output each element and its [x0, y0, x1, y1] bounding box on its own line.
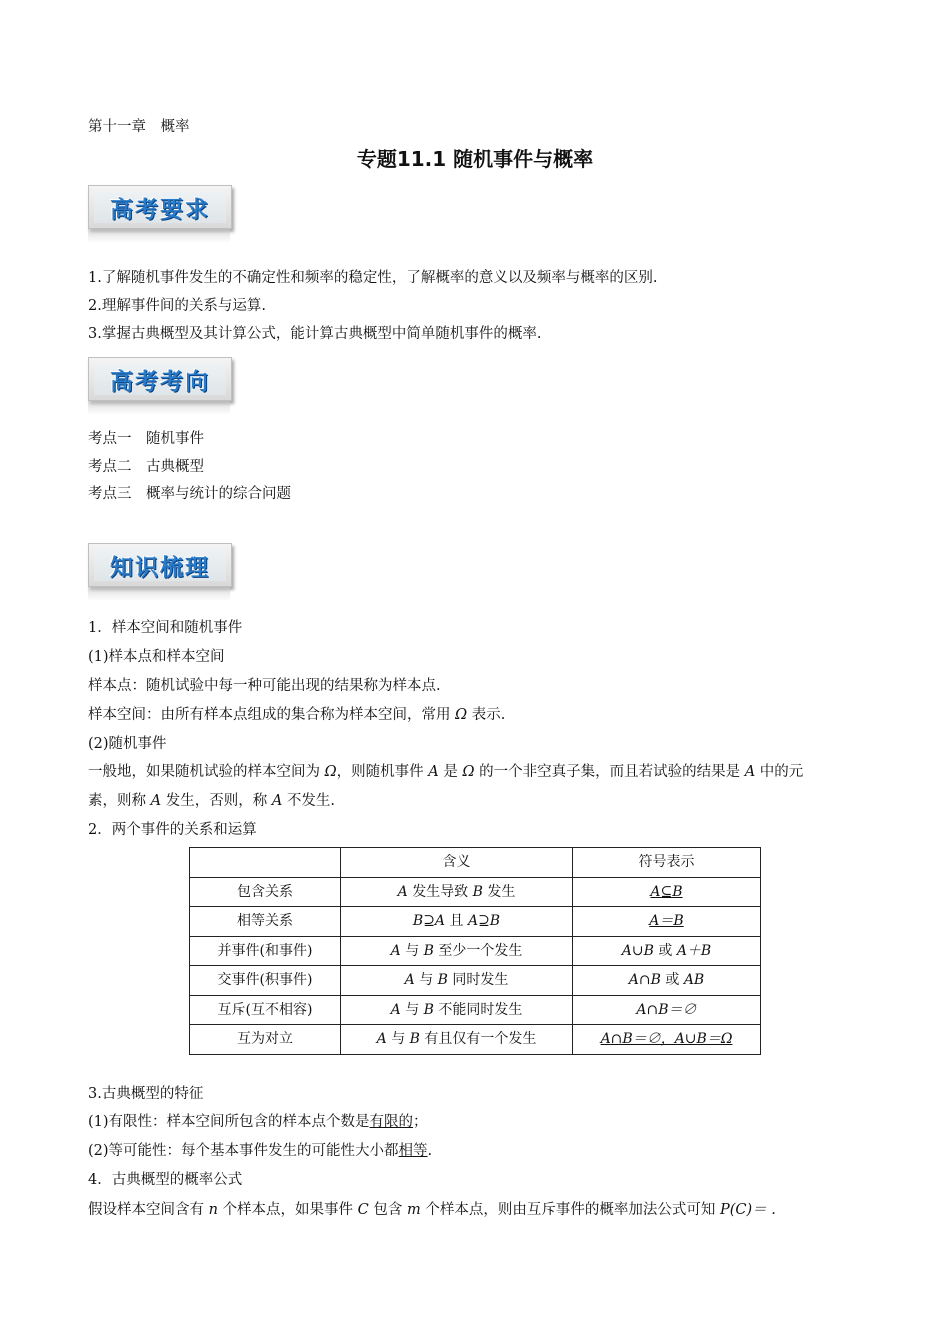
table-header-cell: [190, 848, 341, 878]
table-cell-meaning: A 与 B 有且仅有一个发生: [341, 1025, 573, 1055]
random-event-paragraph: 一般地，如果随机试验的样本空间为 Ω，则随机事件 A 是 Ω 的一个非空真子集，而且若试验的结果是 A 中的元 素，则称 A 发生，否则，称 A 不发生.: [88, 764, 804, 809]
table-cell-symbol: A∩B＝∅: [573, 995, 761, 1025]
section1-sub2: (2)随机事件: [88, 736, 167, 752]
banner-requirements: [88, 185, 232, 245]
table-cell-name: 交事件(积事件): [190, 966, 341, 996]
table-row: [190, 966, 761, 996]
table-cell-symbol: A＝B: [573, 907, 761, 937]
direction-item-1: 考点一 随机事件: [88, 431, 204, 447]
table-cell-name: 相等关系: [190, 907, 341, 937]
section1-sub1: (1)样本点和样本空间: [88, 649, 225, 665]
requirement-item-2: 2.理解事件间的关系与运算.: [88, 298, 266, 314]
feature-equal-probability: (2)等可能性：每个基本事件发生的可能性大小都相等.: [88, 1143, 433, 1159]
banner-requirements-text: 高考要求: [110, 195, 210, 223]
table-cell-symbol: A∩B＝∅，A∪B＝Ω: [573, 1025, 761, 1055]
table-row: [190, 936, 761, 966]
direction-item-2: 考点二 古典概型: [88, 459, 204, 475]
section4-heading: 4．古典概型的概率公式: [88, 1172, 243, 1188]
page-title: 专题11.1 随机事件与概率: [356, 147, 594, 171]
banner-directions-text: 高考考向: [110, 367, 210, 395]
table-header-cell: 含义: [341, 848, 573, 878]
table-cell-meaning: A 与 B 同时发生: [341, 966, 573, 996]
table-row: [190, 995, 761, 1025]
table-cell-meaning: B⊇A 且 A⊇B: [341, 907, 573, 937]
table-cell-symbol: A∩B 或 AB: [573, 966, 761, 996]
table-header-row: [190, 848, 761, 878]
table-cell-name: 互斥(互不相容): [190, 995, 341, 1025]
section1-heading: 1．样本空间和随机事件: [88, 620, 243, 636]
chapter-label: 第十一章 概率: [88, 119, 190, 135]
table-cell-name: 互为对立: [190, 1025, 341, 1055]
requirement-item-1: 1.了解随机事件发生的不确定性和频率的稳定性，了解概率的意义以及频率与概率的区别.: [88, 270, 658, 286]
table-row: [190, 877, 761, 907]
feature-finiteness: (1)有限性：样本空间所包含的样本点个数是有限的；: [88, 1114, 428, 1130]
section2-heading: 2．两个事件的关系和运算: [88, 822, 257, 838]
banner-directions: [88, 357, 232, 417]
sample-point-definition: 样本点：随机试验中每一种可能出现的结果称为样本点.: [88, 678, 441, 694]
table-cell-meaning: A 发生导致 B 发生: [341, 877, 573, 907]
table-header-cell: 符号表示: [573, 848, 761, 878]
classical-probability-formula: 假设样本空间含有 n 个样本点，如果事件 C 包含 m 个样本点，则由互斥事件的概率加法公式可知 P(C)＝ .: [88, 1202, 776, 1218]
banner-knowledge-text: 知识梳理: [110, 553, 210, 581]
section3-heading: 3.古典概型的特征: [88, 1086, 204, 1102]
direction-item-3: 考点三 概率与统计的综合问题: [88, 486, 291, 502]
table-cell-name: 并事件(和事件): [190, 936, 341, 966]
table-cell-symbol: A⊆B: [573, 877, 761, 907]
event-relations-table: [189, 847, 761, 1055]
table-row: [190, 907, 761, 937]
table-cell-meaning: A 与 B 至少一个发生: [341, 936, 573, 966]
requirement-item-3: 3.掌握古典概型及其计算公式，能计算古典概型中简单随机事件的概率.: [88, 326, 542, 342]
sample-space-definition: 样本空间：由所有样本点组成的集合称为样本空间，常用 Ω 表示.: [88, 707, 506, 723]
table-cell-symbol: A∪B 或 A＋B: [573, 936, 761, 966]
table-cell-meaning: A 与 B 不能同时发生: [341, 995, 573, 1025]
banner-knowledge: [88, 543, 232, 603]
table-row: [190, 1025, 761, 1055]
table-cell-name: 包含关系: [190, 877, 341, 907]
